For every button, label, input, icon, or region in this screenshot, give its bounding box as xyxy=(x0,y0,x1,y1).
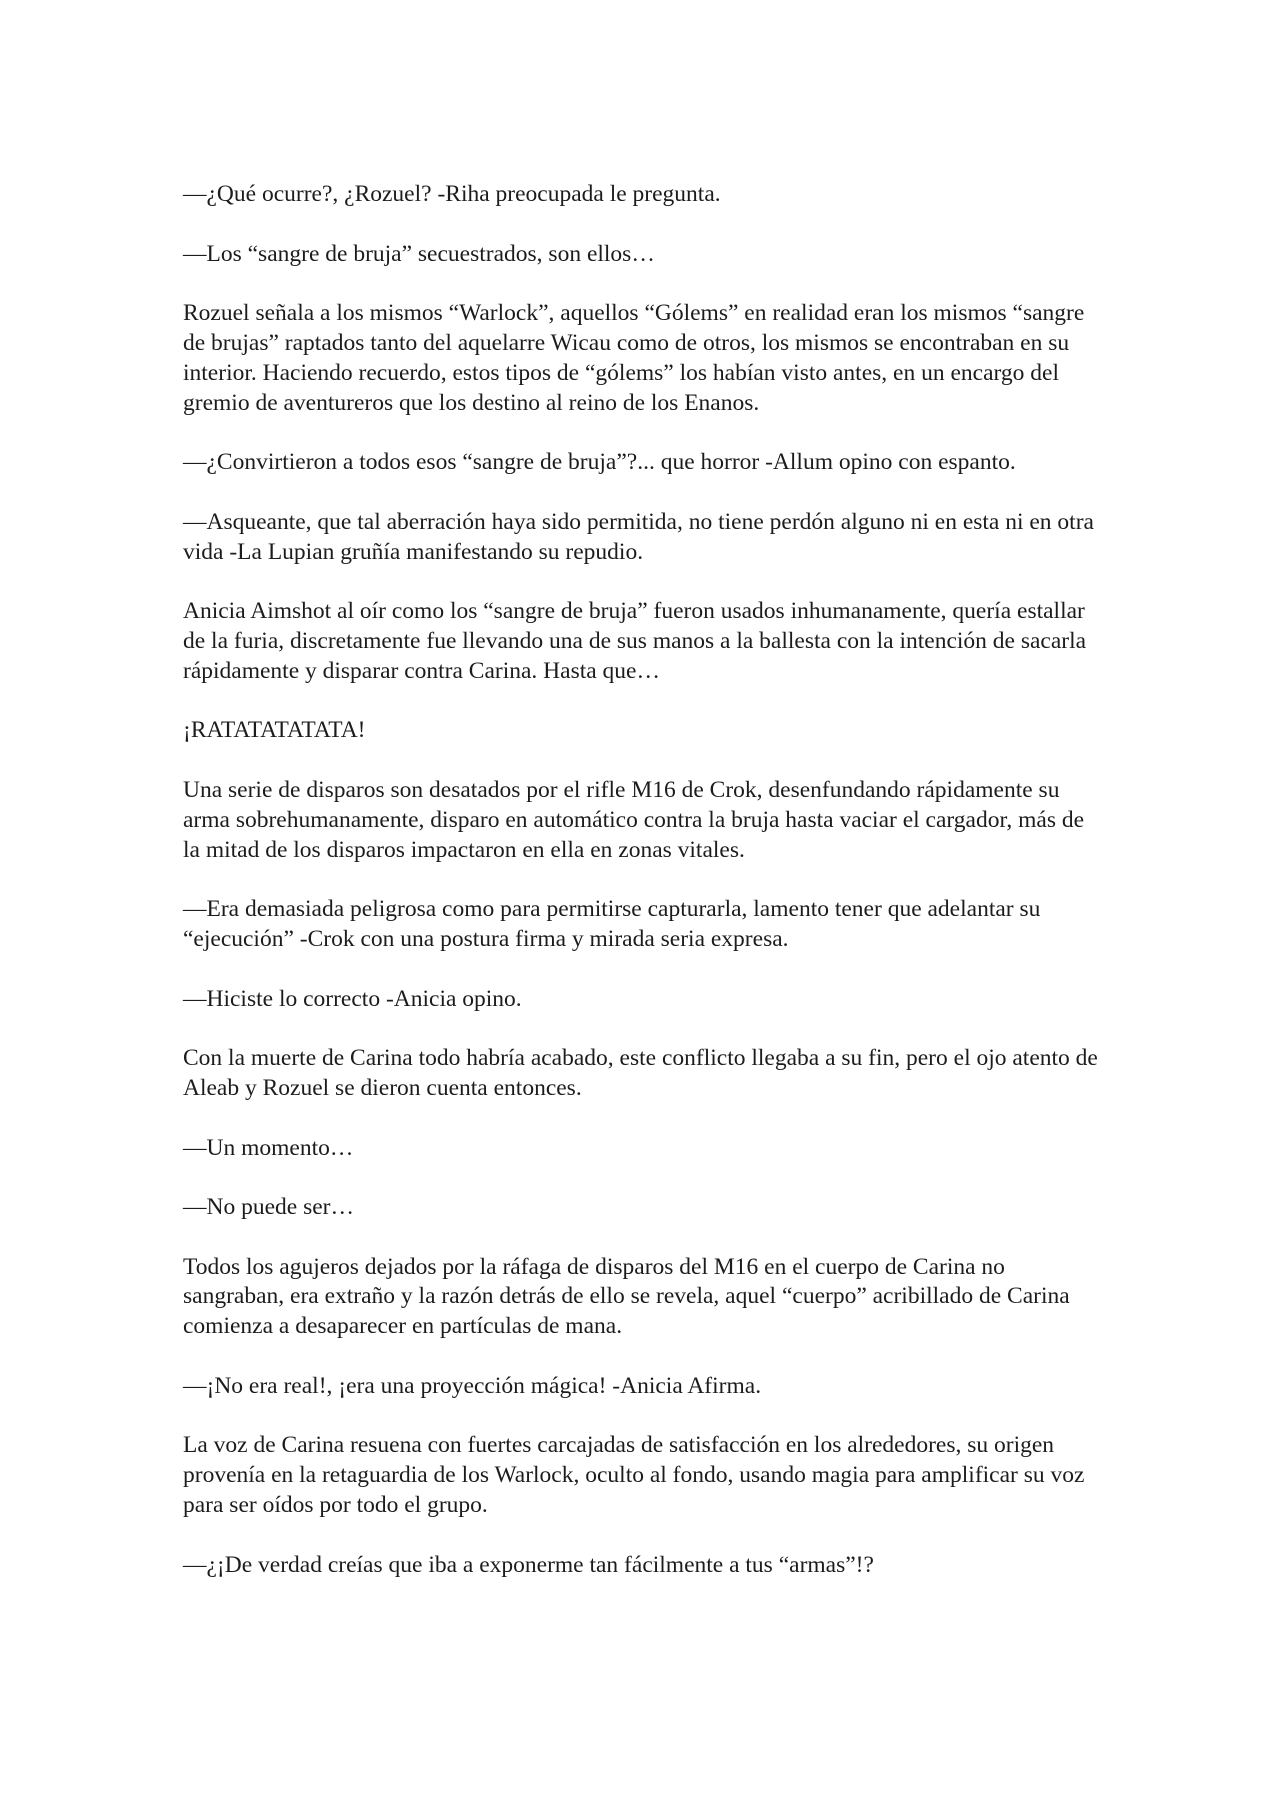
paragraph-4: —¿Convirtieron a todos esos “sangre de bruja”?... que horror -Allum opino con espanto. xyxy=(183,449,1016,476)
paragraph-15: —¡No era real!, ¡era una proyección mágica! -Anicia Afirma. xyxy=(183,1372,762,1399)
paragraph-8: Una serie de disparos son desatados por el rifle M16 de Crok, desenfundando rápidamente su arma sobrehumanamente, disparo en automático contra la bruja hasta vaciar el cargador, más de la mitad de los disparos impactaron en ella en zonas vitales. xyxy=(183,776,1085,863)
document-body xyxy=(183,180,1103,1610)
paragraph-3: Rozuel señala a los mismos “Warlock”, aquellos “Gólems” en realidad eran los mismos “sangre de brujas” raptados tanto del aquelarre Wicau como de otros, los mismos se encontraban en su interior. Haciendo recuerdo, estos tipos de “gólems” los habían visto antes, en un encargo del gremio de aventureros que los destino al reino de los Enanos. xyxy=(183,300,1085,416)
paragraph-7: ¡RATATATATATA! xyxy=(183,717,366,744)
paragraph-2: —Los “sangre de bruja” secuestrados, son ellos… xyxy=(183,240,655,267)
paragraph-13: —No puede ser… xyxy=(183,1194,354,1221)
paragraph-1: —¿Qué ocurre?, ¿Rozuel? -Riha preocupada le pregunta. xyxy=(183,181,721,207)
paragraph-5: —Asqueante, que tal aberración haya sido permitida, no tiene perdón alguno ni en esta ni en otra vida -La Lupian gruñía manifestando su repudio. xyxy=(183,508,1094,565)
paragraph-6: Anicia Aimshot al oír como los “sangre de bruja” fueron usados inhumanamente, quería estallar de la furia, discretamente fue llevando una de sus manos a la ballesta con la intención de sacarla rápidamente y disparar contra Carina. Hasta que… xyxy=(183,598,1087,684)
paragraph-16: La voz de Carina resuena con fuertes carcajadas de satisfacción en los alrededores, su origen provenía en la retaguardia de los Warlock, oculto al fondo, usando magia para amplificar su voz para ser oídos por todo el grupo. xyxy=(183,1432,1085,1519)
paragraph-17: —¿¡De verdad creías que iba a exponerme tan fácilmente a tus “armas”!? xyxy=(183,1551,874,1578)
paragraph-10: —Hiciste lo correcto -Anicia opino. xyxy=(183,985,522,1012)
paragraph-12: —Un momento… xyxy=(183,1134,354,1161)
paragraph-9: —Era demasiada peligrosa como para permitirse capturarla, lamento tener que adelantar su “ejecución” -Crok con una postura firma y mirada seria expresa. xyxy=(183,896,1041,952)
paragraph-11: Con la muerte de Carina todo habría acabado, este conflicto llegaba a su fin, pero el ojo atento de Aleab y Rozuel se dieron cuenta entonces. xyxy=(183,1045,1098,1101)
paragraph-14: Todos los agujeros dejados por la ráfaga de disparos del M16 en el cuerpo de Carina no sangraban, era extraño y la razón detrás de ello se revela, aquel “cuerpo” acribillado de Carina comienza a desaparecer en partículas de mana. xyxy=(183,1253,1070,1340)
